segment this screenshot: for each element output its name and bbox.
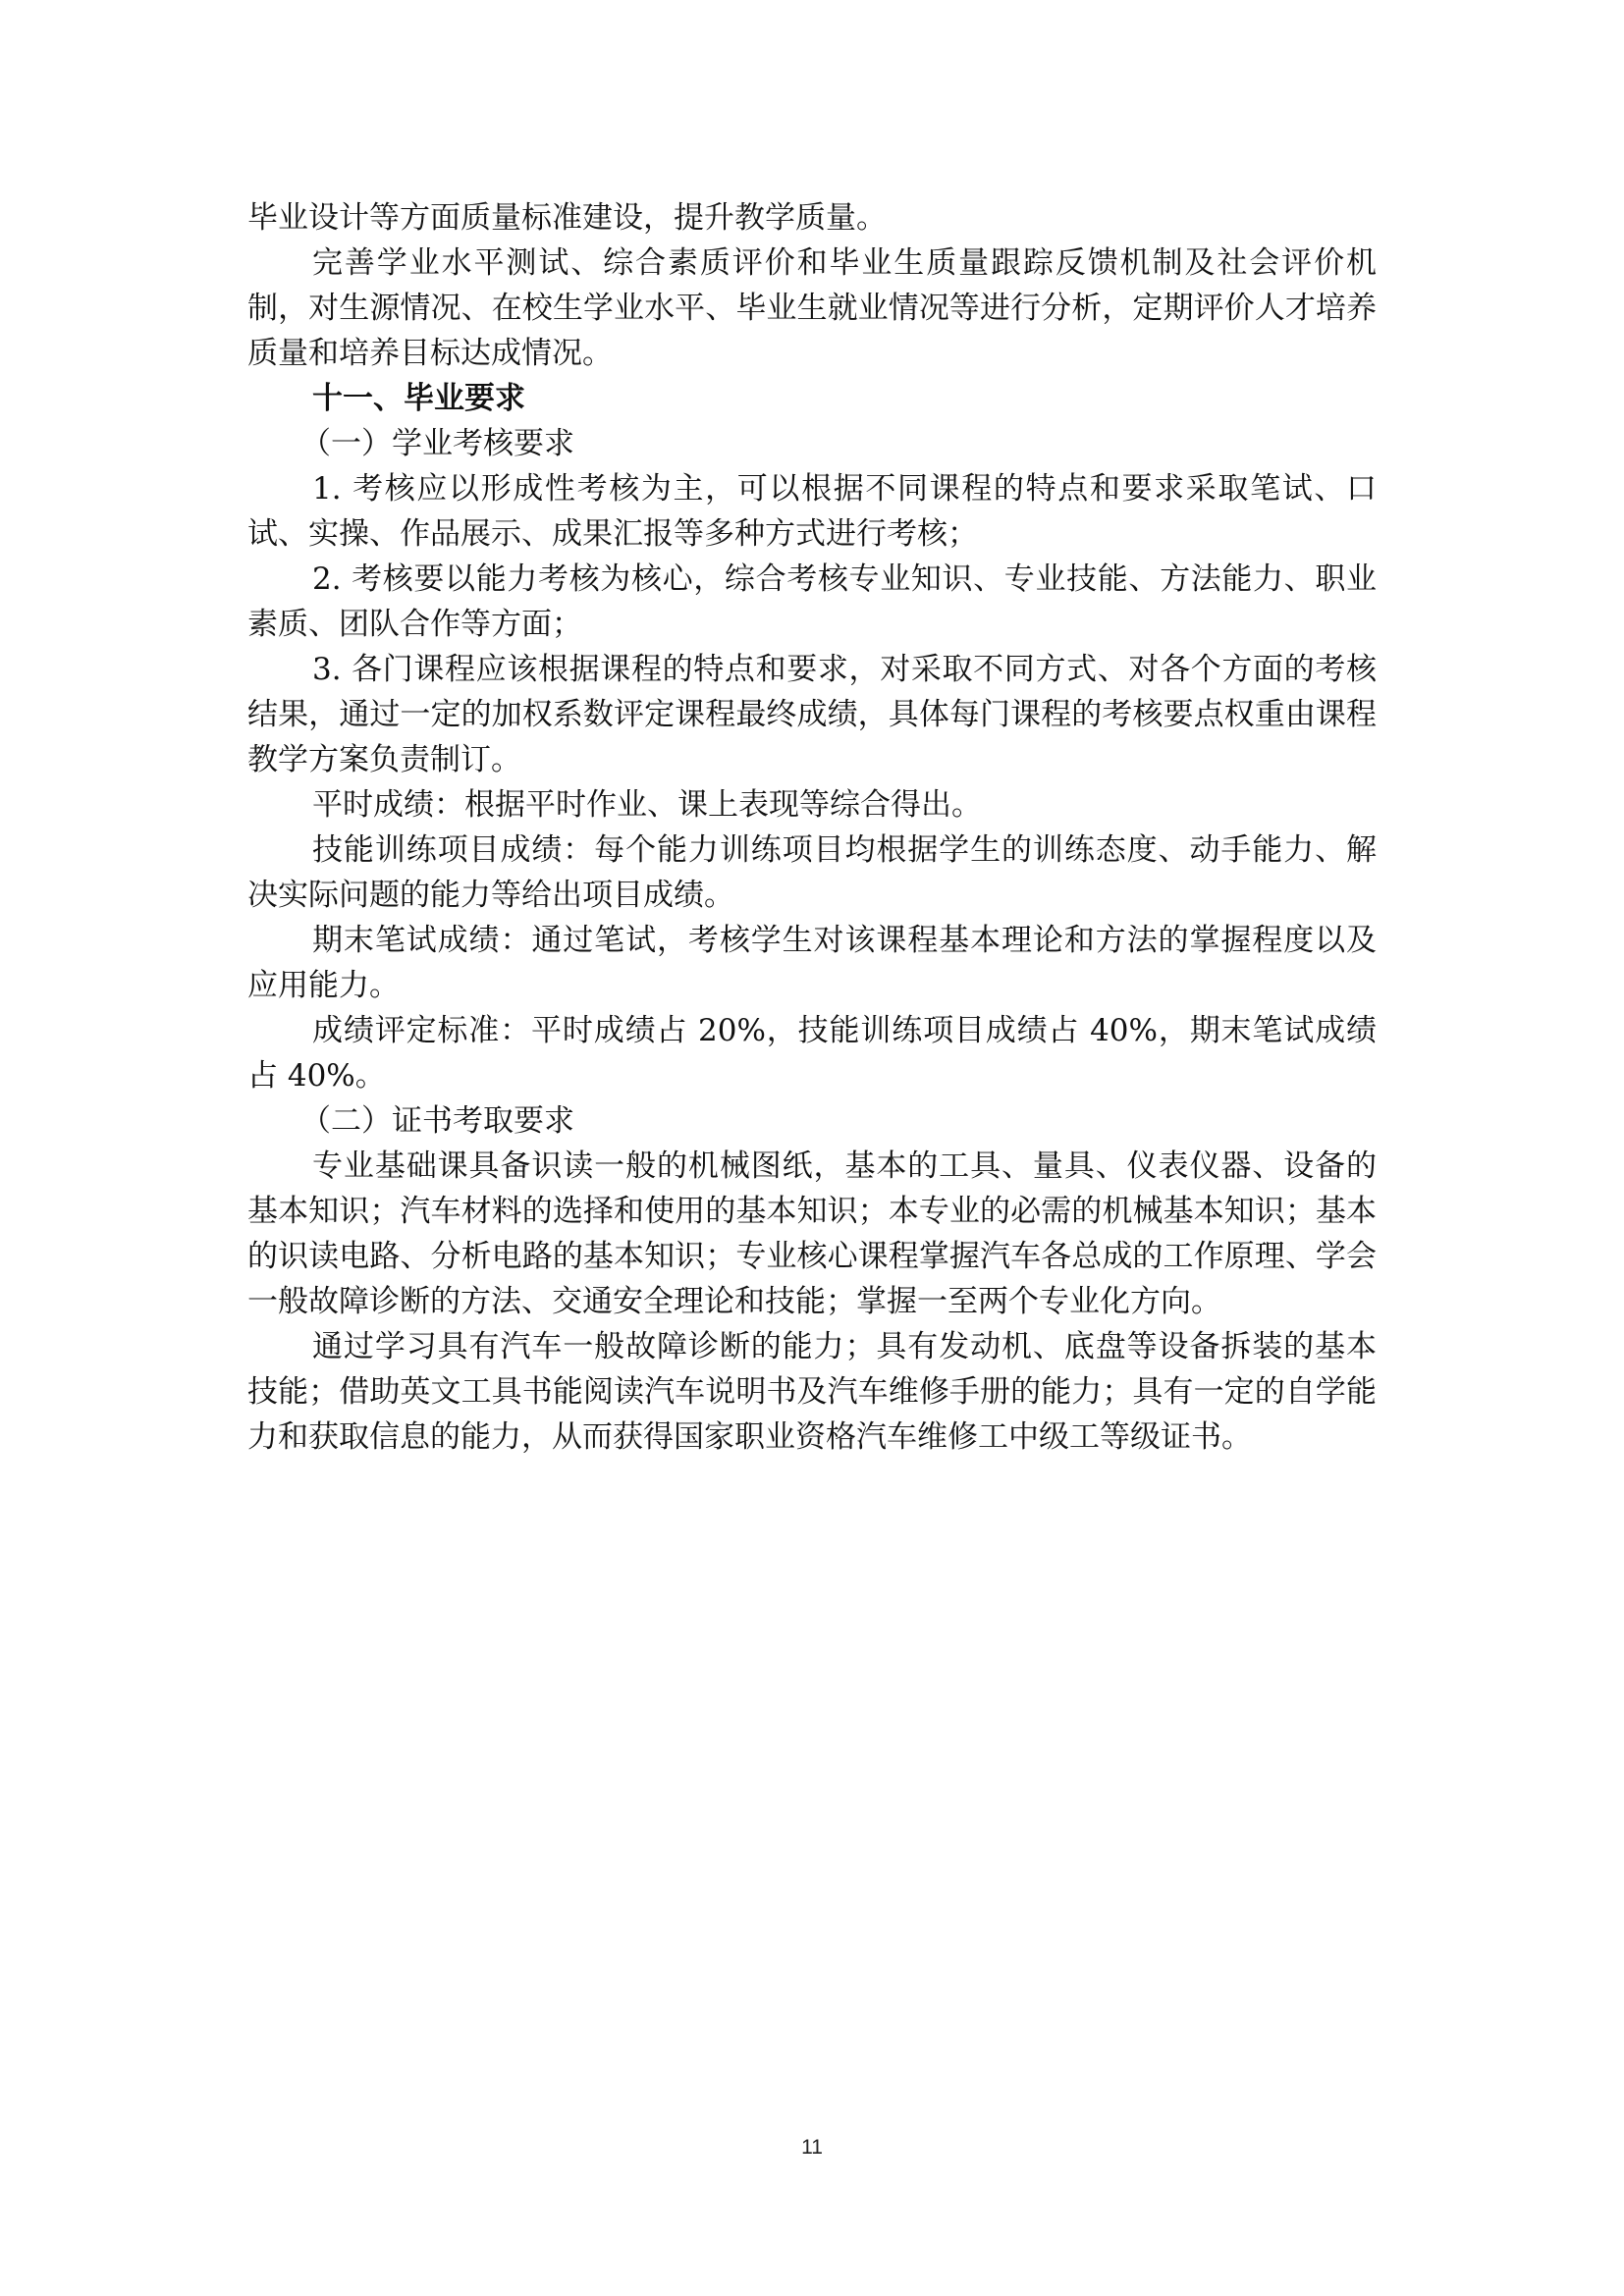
section-heading-graduation-requirements: 十一、毕业要求 — [312, 381, 525, 416]
paragraph-regular-grade: 平时成绩：根据平时作业、课上表现等综合得出。 — [312, 787, 982, 823]
subsection-heading-assessment: （一）学业考核要求 — [300, 426, 574, 461]
paragraph-evaluation-mechanism: 完善学业水平测试、综合素质评价和毕业生质量跟踪反馈机制及社会评价机制，对生源情况、在校生学业水平、毕业生就业情况等进行分析，定期评价人才培养质量和培养目标达成情况。 — [247, 245, 1377, 371]
list-item-assessment-2: 2. 考核要以能力考核为核心，综合考核专业知识、专业技能、方法能力、职业素质、团队合作等方面； — [247, 561, 1377, 642]
paragraph-foundation-courses: 专业基础课具备识读一般的机械图纸，基本的工具、量具、仪表仪器、设备的基本知识；汽车材料的选择和使用的基本知识；本专业的必需的机械基本知识；基本的识读电路、分析电路的基本知识；专业核心课程掌握汽车各总成的工作原理、学会一般故障诊断的方法、交通安全理论和技能；掌握一至两个专业化方向。 — [247, 1148, 1377, 1319]
paragraph-continuation: 毕业设计等方面质量标准建设，提升教学质量。 — [247, 200, 887, 236]
list-item-assessment-1: 1. 考核应以形成性考核为主，可以根据不同课程的特点和要求采取笔试、口试、实操、作品展示、成果汇报等多种方式进行考核； — [247, 471, 1377, 552]
paragraph-skill-training-grade: 技能训练项目成绩：每个能力训练项目均根据学生的训练态度、动手能力、解决实际问题的能力等给出项目成绩。 — [247, 832, 1377, 913]
page-number: 11 — [801, 2136, 823, 2159]
paragraph-final-exam-grade: 期末笔试成绩：通过笔试，考核学生对该课程基本理论和方法的掌握程度以及应用能力。 — [247, 923, 1377, 1003]
paragraph-certificate-abilities: 通过学习具有汽车一般故障诊断的能力；具有发动机、底盘等设备拆装的基本技能；借助英文工具书能阅读汽车说明书及汽车维修手册的能力；具有一定的自学能力和获取信息的能力，从而获得国家职业资格汽车维修工中级工等级证书。 — [247, 1329, 1377, 1455]
paragraph-grading-standard: 成绩评定标准：平时成绩占 20%，技能训练项目成绩占 40%，期末笔试成绩占 40%。 — [247, 1013, 1377, 1094]
subsection-heading-certificate: （二）证书考取要求 — [300, 1103, 574, 1139]
body-text — [247, 195, 1377, 1460]
list-item-assessment-3: 3. 各门课程应该根据课程的特点和要求，对采取不同方式、对各个方面的考核结果，通过一定的加权系数评定课程最终成绩，具体每门课程的考核要点权重由课程教学方案负责制订。 — [247, 652, 1377, 777]
